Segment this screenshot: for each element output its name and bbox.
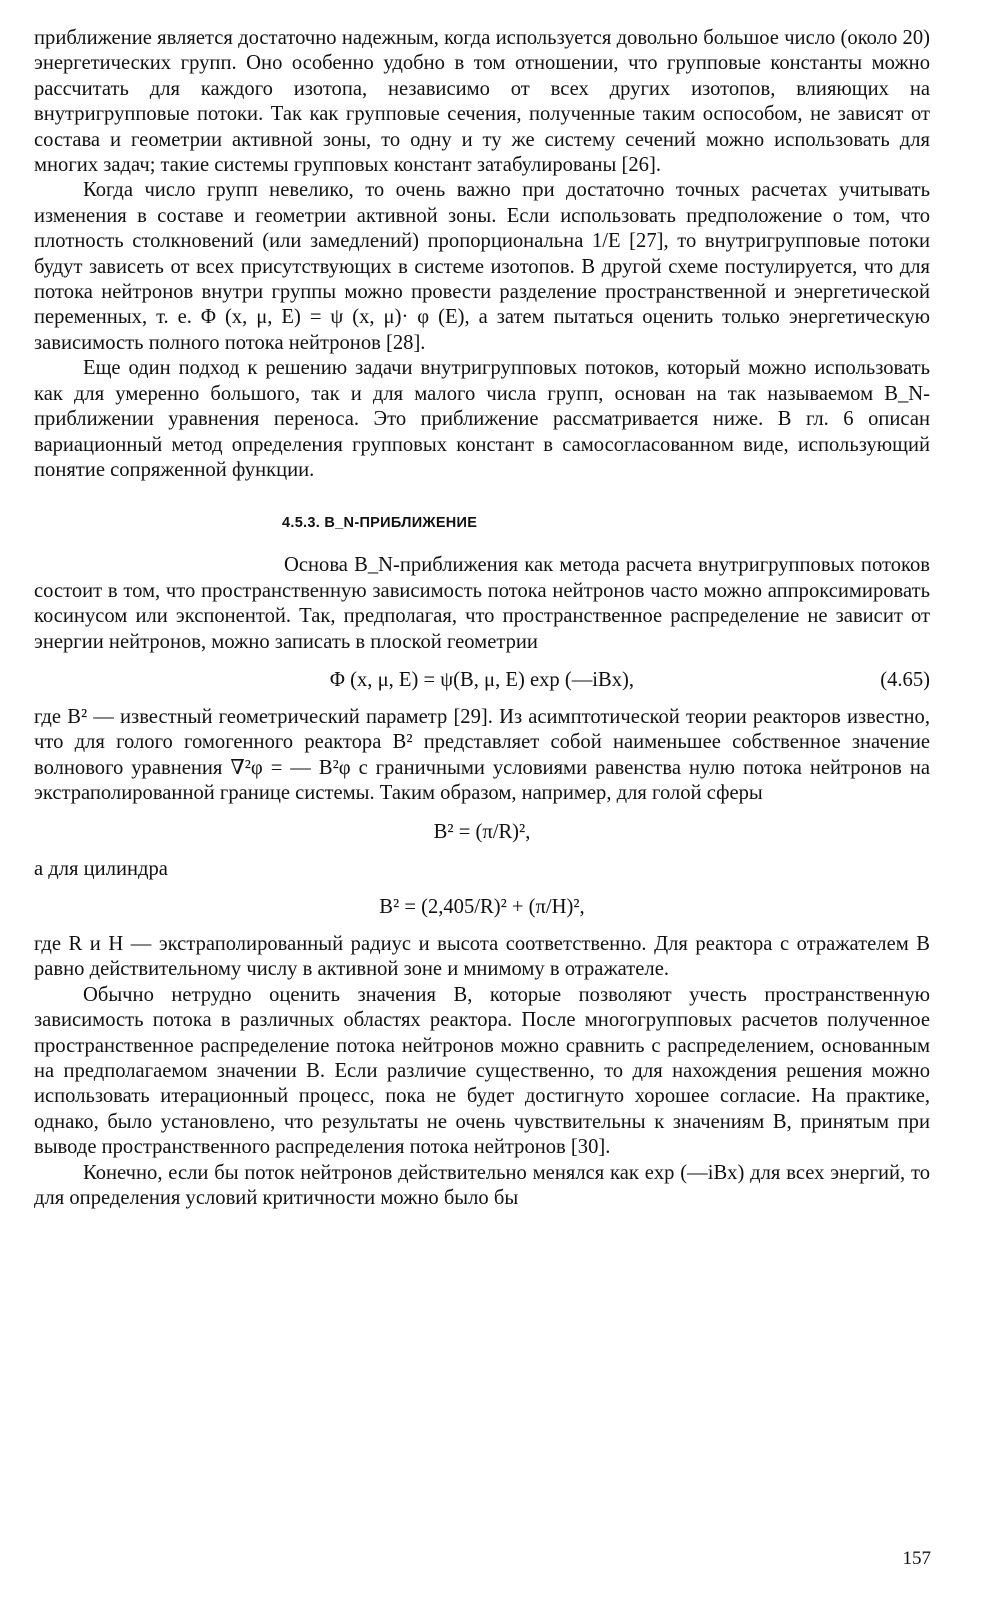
equation-cylinder-text: B² = (2,405/R)² + (π/H)²,	[379, 895, 585, 918]
paragraph-group-constants: приближение является достаточно надежным, когда используется довольно большое число (около 20) энергетических групп. Оно особенно удобно в том отношении, что групповые константы можно рассчитать для каждого изотопа, независимо от всех других изотопов, влияющих на внутригрупповые потоки. Так как групповые сечения, полученные таким оспособом, не зависят от состава и геометрии активной зоны, то одну и ту же систему сечений можно использовать для многих задач; такие системы групповых констант затабулированы [26].	[34, 27, 930, 177]
page-number: 157	[902, 1548, 931, 1569]
equation-main: Φ (x, μ, E) = ψ(B, μ, E) exp (—iBx),	[329, 668, 635, 691]
paragraph-another-approach: Еще один подход к решению задачи внутригрупповых потоков, который можно использовать как для умеренно большого, так и для малого числа групп, основан на так называемом B_N-приближении уравнения переноса. Это приближение рассматривается ниже. В гл. 6 описан вариационный метод определения групповых констант в самосогласованном виде, использующий понятие сопряженной функции.	[34, 357, 930, 481]
text-cylinder: а для цилиндра	[34, 857, 168, 880]
equation-number: (4.65)	[880, 668, 930, 691]
equation-4-65	[34, 665, 930, 695]
equation-sphere-text: B² = (π/R)²,	[433, 820, 531, 843]
paragraph-criticality: Конечно, если бы поток нейтронов действительно менялся как exp (—iBx) для всех энергий, то для определения условий критичности можно было бы	[34, 1161, 930, 1210]
paragraph-bn-basis: Основа B_N-приближения как метода расчета внутригрупповых потоков состоит в том, что пространственную зависимость потока нейтронов часто можно аппроксимировать косинусом или экспонентой. Так, предполагая, что пространственное распределение не зависит от энергии нейтронов, можно записать в плоской геометрии	[34, 554, 930, 653]
paragraph-estimate-b: Обычно нетрудно оценить значения B, которые позволяют учесть пространственную зависимость потока в различных областях реактора. После многогрупповых расчетов полученное пространственное распределение потока нейтронов можно сравнить с распределением, основанным на предполагаемом значении B. Если различие существенно, то для нахождения решения можно использовать итерационный процесс, пока не будет достигнуто хорошее согласие. На практике, однако, было установлено, что результаты не очень чувствительны к значениям B, принятым при выводе пространственного распределения потока нейтронов [30].	[34, 983, 930, 1159]
equation-cylinder	[34, 892, 930, 922]
paragraph-geometric-parameter: где B² — известный геометрический параметр [29]. Из асимптотической теории реакторов известно, что для голого гомогенного реактора B² представляет собой наименьшее собственное значение волнового уравнения ∇²φ = — B²φ с граничными условиями равенства нулю потока нейтронов на экстраполированной границе системы. Таким образом, например, для голой сферы	[34, 705, 930, 805]
paragraph-radius-height: где R и H — экстраполированный радиус и высота соответственно. Для реактора с отражателем B равно действительному числу в активной зоне и мнимому в отражателе.	[34, 932, 930, 981]
document-page	[34, 26, 930, 1211]
section-heading: 4.5.3. B_N-ПРИБЛИЖЕНИЕ	[282, 515, 478, 532]
paragraph-few-groups: Когда число групп невелико, то очень важно при достаточно точных расчетах учитывать изменения в составе и геометрии активной зоны. Если использовать предположение о том, что плотность столкновений (или замедлений) пропорциональна 1/E [27], то внутригрупповые потоки будут зависеть от всех присутствующих в системе изотопов. В другой схеме постулируется, что для потока нейтронов внутри группы можно провести разделение пространственной и энергетической переменных, т. е. Φ (x, μ, E) = ψ (x, μ)· φ (E), а затем пытаться оценить только энергетическую зависимость полного потока нейтронов [28].	[34, 179, 930, 354]
equation-sphere	[34, 817, 930, 847]
